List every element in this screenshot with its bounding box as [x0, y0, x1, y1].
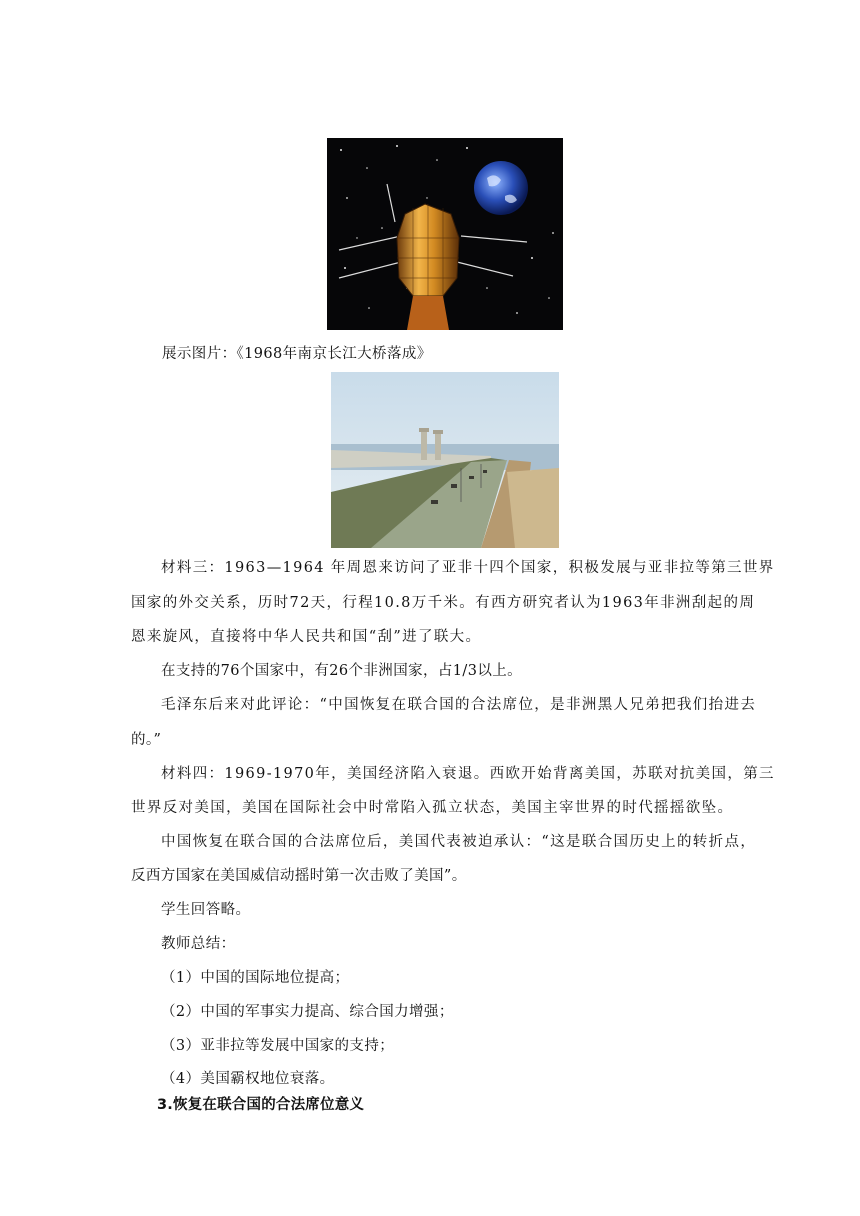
mao-quote-line1: 毛泽东后来对此评论：“中国恢复在联合国的合法席位，是非洲黑人兄弟把我们抬进去 — [161, 697, 757, 713]
nanjing-bridge-photo — [331, 372, 559, 548]
summary-point-2: （2）中国的军事实力提高、综合国力增强； — [161, 1004, 454, 1020]
support-count-line: 在支持的76个国家中，有26个非洲国家，占1/3以上。 — [161, 663, 523, 679]
satellite-photo — [327, 138, 563, 330]
material3-line2: 国家的外交关系，历时72天，行程10.8万千米。有西方研究者认为1963年非洲刮起的周 — [131, 595, 756, 611]
material4-line2: 世界反对美国，美国在国际社会中时常陷入孤立状态，美国主宰世界的时代摇摇欲坠。 — [131, 800, 734, 816]
material3-line1: 材料三：1963—1964 年周恩来访问了亚非十四个国家，积极发展与亚非拉等第三世界 — [161, 560, 775, 576]
us-rep-line1: 中国恢复在联合国的合法席位后，美国代表被迫承认：“这是联合国历史上的转折点， — [161, 834, 757, 850]
student-answer: 学生回答略。 — [161, 902, 251, 918]
summary-point-4: （4）美国霸权地位衰落。 — [161, 1071, 335, 1087]
material3-line3: 恩来旋风，直接将中华人民共和国“刮”进了联大。 — [131, 629, 482, 645]
summary-point-1: （1）中国的国际地位提高； — [161, 970, 350, 986]
summary-point-3: （3）亚非拉等发展中国家的支持； — [161, 1038, 395, 1054]
material4-line1: 材料四：1969-1970年，美国经济陷入衰退。西欧开始背离美国，苏联对抗美国，第三 — [161, 766, 775, 782]
mao-quote-line2: 的。” — [131, 732, 162, 748]
bridge-caption: 展示图片：《1968年南京长江大桥落成》 — [162, 346, 432, 362]
teacher-summary-label: 教师总结： — [161, 936, 236, 952]
us-rep-line2: 反西方国家在美国威信动摇时第一次击败了美国”。 — [131, 868, 467, 884]
section-heading: 3.恢复在联合国的合法席位意义 — [157, 1097, 365, 1113]
